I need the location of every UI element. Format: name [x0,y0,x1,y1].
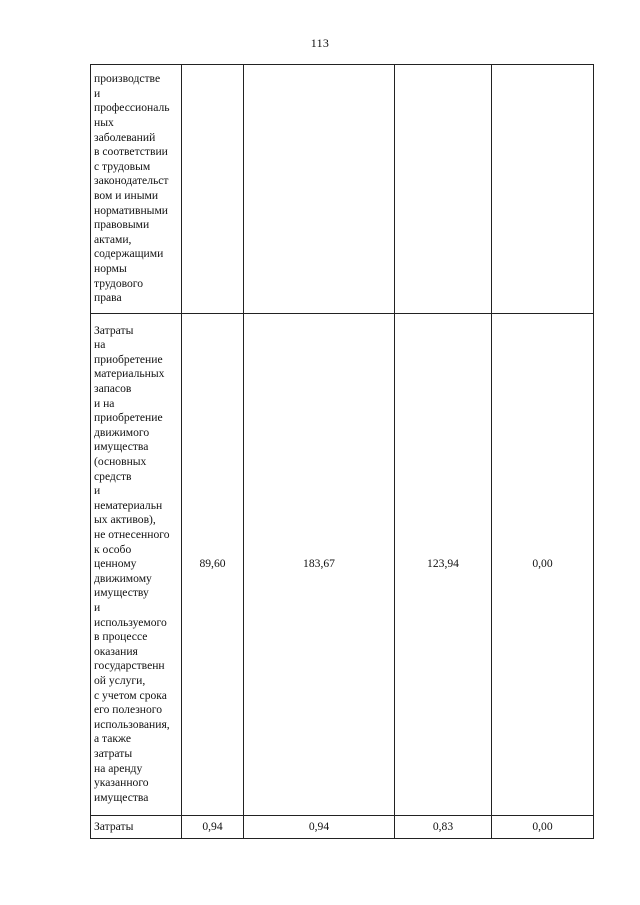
label-line: вом и иными [94,189,159,202]
label-line: используемого [94,615,167,629]
label-line: затраты [94,746,133,760]
label-line: указанного [94,776,149,790]
value-cell: 183,67 [244,314,395,816]
label-line: использования, [94,717,170,731]
value-cell: 89,60 [182,314,244,816]
label-line: трудового [94,276,144,290]
label-line: профессиональ [94,101,170,115]
label-line: нормативными [94,203,169,217]
label-line: ных [94,116,114,130]
label-line: в процессе [94,630,148,644]
label-line: оказания [94,644,138,658]
label-line: к особо [94,542,132,556]
label-line: на [94,338,106,352]
value-cell [182,65,244,314]
value-cell [395,65,492,314]
label-line: и на [94,396,115,410]
value-cell: 0,83 [395,816,492,839]
value-cell [492,65,594,314]
label-line: нормы [94,261,127,275]
label-line: государственн [94,659,165,673]
label-line: запасов [94,382,132,396]
label-line: актами, [94,232,132,246]
label-line: приобретение [94,352,163,366]
row-label-cell [91,816,182,839]
value-cell [244,65,395,314]
label-line: законодательст [94,174,169,188]
table-row [91,65,594,314]
label-line: и [94,86,101,100]
label-line: материальных [94,367,165,381]
label-line: имущества [94,440,149,454]
label-line: с учетом срока [94,688,167,702]
label-line: заболеваний [94,130,156,144]
label-line: имущества [94,790,149,804]
label-line: нематериальн [94,498,163,512]
label-line: движимому [94,571,152,585]
label-line: (основных [94,455,147,469]
page-number: 113 [310,36,330,50]
row-label-cell [91,314,182,816]
table-row [91,314,594,816]
label-line: приобретение [94,411,163,425]
label-line: ых активов), [94,513,156,527]
label-line: его полезного [94,703,163,717]
value-cell: 123,94 [395,314,492,816]
label-line: Затраты [94,819,134,833]
cost-table [90,64,594,839]
label-line: движимого [94,425,150,439]
label-line: в соответствии [94,145,168,159]
row-label-cell [91,65,182,314]
label-line: средств [94,469,132,483]
label-line: имуществу [94,586,149,600]
label-line: ценному [94,557,137,571]
label-line: правовыми [94,218,150,232]
label-line: права [94,291,122,305]
value-cell: 0,94 [182,816,244,839]
table-row [91,816,594,839]
label-line: с трудовым [94,159,151,173]
label-line: Затраты [94,323,134,337]
label-line: не отнесенного [94,528,170,542]
value-cell: 0,00 [492,816,594,839]
label-line: а также [94,732,132,746]
label-line: производстве [94,72,161,86]
label-line: содержащими [94,247,164,261]
label-line: и [94,484,101,498]
label-line: и [94,600,101,614]
label-line: ой услуги, [94,673,146,687]
value-cell: 0,94 [244,816,395,839]
label-line: на аренду [94,761,143,775]
value-cell: 0,00 [492,314,594,816]
